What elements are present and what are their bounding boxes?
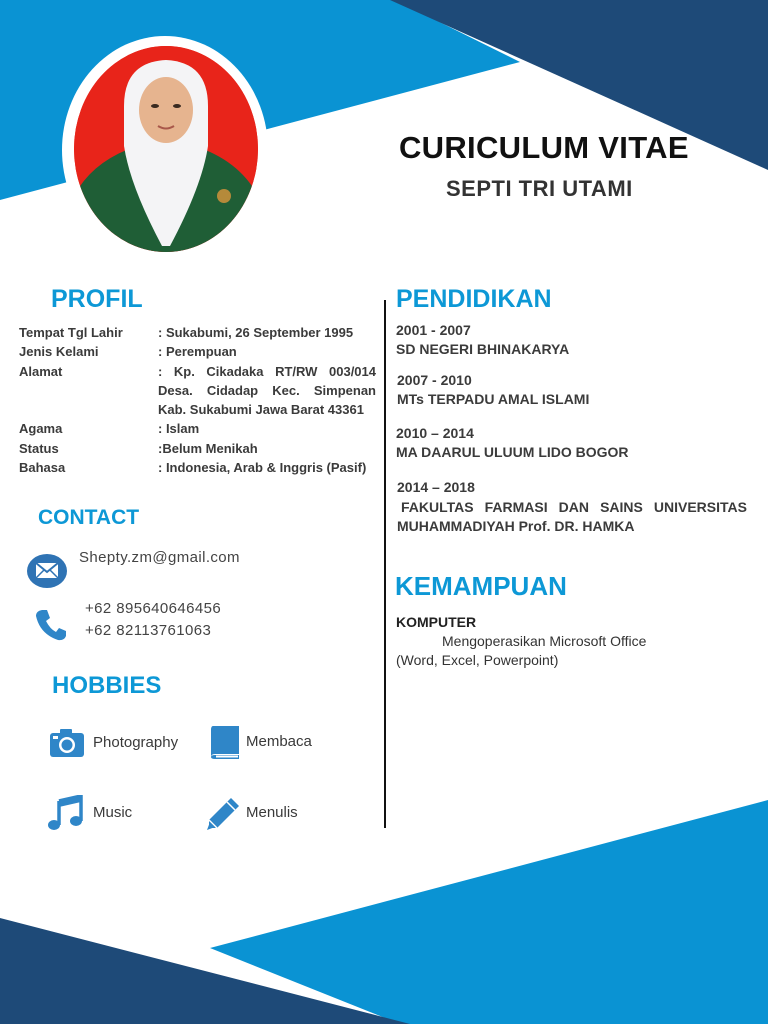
profil-value: :Belum Menikah xyxy=(158,441,258,456)
hobby-label-photography: Photography xyxy=(93,734,179,751)
education-year: 2014 – 2018 xyxy=(397,479,475,495)
pencil-icon xyxy=(205,796,241,832)
hobbies-heading: HOBBIES xyxy=(52,672,162,699)
profile-photo xyxy=(74,46,258,252)
education-year: 2010 – 2014 xyxy=(396,425,474,441)
cv-title: CURICULUM VITAE xyxy=(399,130,689,165)
profil-value: : Sukabumi, 26 September 1995 xyxy=(158,325,354,340)
education-school: MTs TERPADU AMAL ISLAMI xyxy=(397,391,590,407)
profil-value: : Indonesia, Arab & Inggris (Pasif) xyxy=(158,460,367,475)
hobby-label-writing: Menulis xyxy=(246,804,298,821)
email-icon xyxy=(27,554,67,588)
pendidikan-heading: PENDIDIKAN xyxy=(396,285,552,313)
education-school: FAKULTAS FARMASI DAN SAINS UNIVERSITAS MUHAMMADIYAH Prof. DR. HAMKA xyxy=(397,499,747,534)
column-divider xyxy=(384,300,386,828)
kemampuan-heading: KEMAMPUAN xyxy=(395,571,567,601)
education-year: 2001 - 2007 xyxy=(396,322,471,338)
profil-label: Alamat xyxy=(19,364,63,379)
person-name: SEPTI TRI UTAMI xyxy=(446,176,633,201)
music-note-icon xyxy=(47,795,83,831)
email-address[interactable]: Shepty.zm@gmail.com xyxy=(79,549,240,566)
skill-detail: (Word, Excel, Powerpoint) xyxy=(396,652,559,668)
profil-value: : Islam xyxy=(158,421,200,436)
phone-number-1[interactable]: +62 895640646456 xyxy=(85,600,222,617)
phone-icon xyxy=(34,608,68,642)
profil-label: Status xyxy=(19,441,59,456)
profil-heading: PROFIL xyxy=(51,285,143,313)
education-school: MA DAARUL ULUUM LIDO BOGOR xyxy=(396,444,629,460)
bottom-light-blue-band xyxy=(210,800,768,1024)
education-year: 2007 - 2010 xyxy=(397,372,472,388)
profil-label: Jenis Kelami xyxy=(19,344,99,359)
profil-value: : Perempuan xyxy=(158,344,237,359)
profil-label: Agama xyxy=(19,421,63,436)
contact-heading: CONTACT xyxy=(38,506,140,529)
profil-label: Bahasa xyxy=(19,460,66,475)
education-school: SD NEGERI BHINAKARYA xyxy=(396,341,570,357)
skill-description: Mengoperasikan Microsoft Office xyxy=(442,633,647,649)
profil-value: : Kp. Cikadaka RT/RW 003/014 Desa. Cidadap Kec. Simpenan Kab. Sukabumi Jawa Barat 43361 xyxy=(158,364,376,418)
camera-icon xyxy=(49,726,85,762)
hobby-label-music: Music xyxy=(93,804,133,821)
skill-category: KOMPUTER xyxy=(396,614,477,630)
hobby-label-reading: Membaca xyxy=(246,733,312,750)
profil-label: Tempat Tgl Lahir xyxy=(19,325,123,340)
phone-number-2[interactable]: +62 82113761063 xyxy=(85,622,212,639)
book-icon xyxy=(207,724,243,760)
